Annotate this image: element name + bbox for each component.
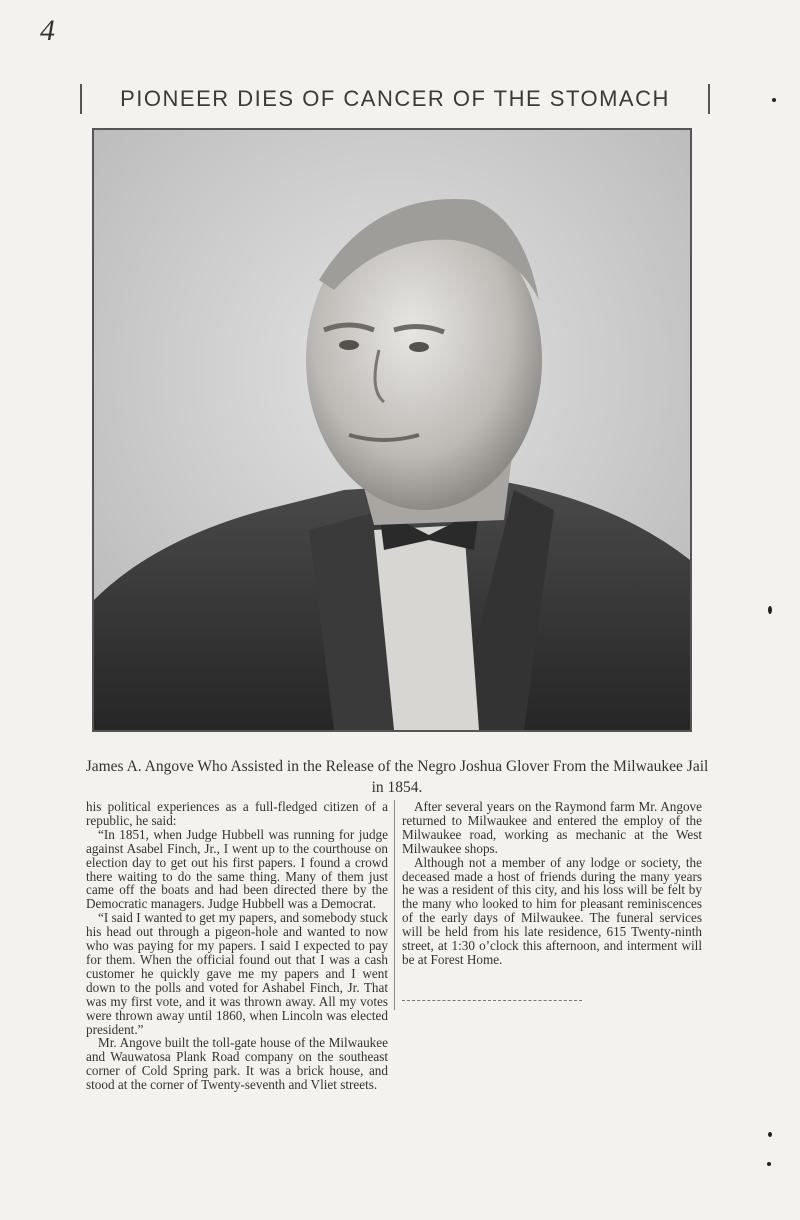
paragraph: “In 1851, when Judge Hubbell was running for judge against Asabel Finch, Jr., I went up to the courthouse on election day to get out his first papers. I found a crowd there waiting to do the same thing. Many of them just came off the boats and had been directed there by the Democratic managers. Judge Hubbell was a Democrat. [86, 826, 388, 912]
end-rule [402, 1000, 582, 1001]
article-column-left [86, 800, 388, 1092]
headline: PIONEER DIES OF CANCER OF THE STOMACH [80, 84, 710, 114]
paragraph: “I said I wanted to get my papers, and somebody stuck his head out through a pigeon-hole and wanted to now who was paying for my papers. I said I expected to pay for them. When the official found out that I was a cash customer he quickly gave me my papers and I went down to the polls and voted for Ashabel Finch, Jr. That was my first vote, and it was thrown away. All my votes were thrown away until 1860, when Lincoln was elected president.” [86, 910, 388, 1037]
portrait-photo-icon [94, 130, 690, 730]
portrait-photo [92, 128, 692, 732]
scan-speck [772, 98, 776, 102]
paragraph: Mr. Angove built the toll-gate house of the Milwaukee and Wauwatosa Plank Road company on the southeast corner of Cold Spring park. It was a brick house, and stood at the corner of Twenty-seventh and Vliet streets. [86, 1035, 388, 1093]
scan-speck [768, 606, 772, 614]
scan-speck [768, 1132, 772, 1137]
column-divider [394, 800, 395, 1010]
scan-speck [767, 1162, 771, 1166]
paragraph: After several years on the Raymond farm Mr. Angove returned to Milwaukee and entered the employ of the Milwaukee road, working as mechanic at the West Milwaukee shops. [402, 799, 702, 856]
page-number: 4 [40, 14, 55, 47]
photo-caption: James A. Angove Who Assisted in the Release of the Negro Joshua Glover From the Milwaukee Jail in 1854. [85, 758, 709, 796]
article-column-right [402, 800, 702, 967]
paragraph: Although not a member of any lodge or society, the deceased made a host of friends during the many years he was a resident of this city, and his loss will be felt by the many who looked to him for pleasant reminiscences of the early days of Milwaukee. The funeral services will be held from his late residence, 615 Twenty-ninth street, at 1:30 o’clock this afternoon, and interment will be at Forest Home. [402, 854, 702, 967]
paragraph: his political experiences as a full-fledged citizen of a republic, he said: [86, 799, 388, 828]
